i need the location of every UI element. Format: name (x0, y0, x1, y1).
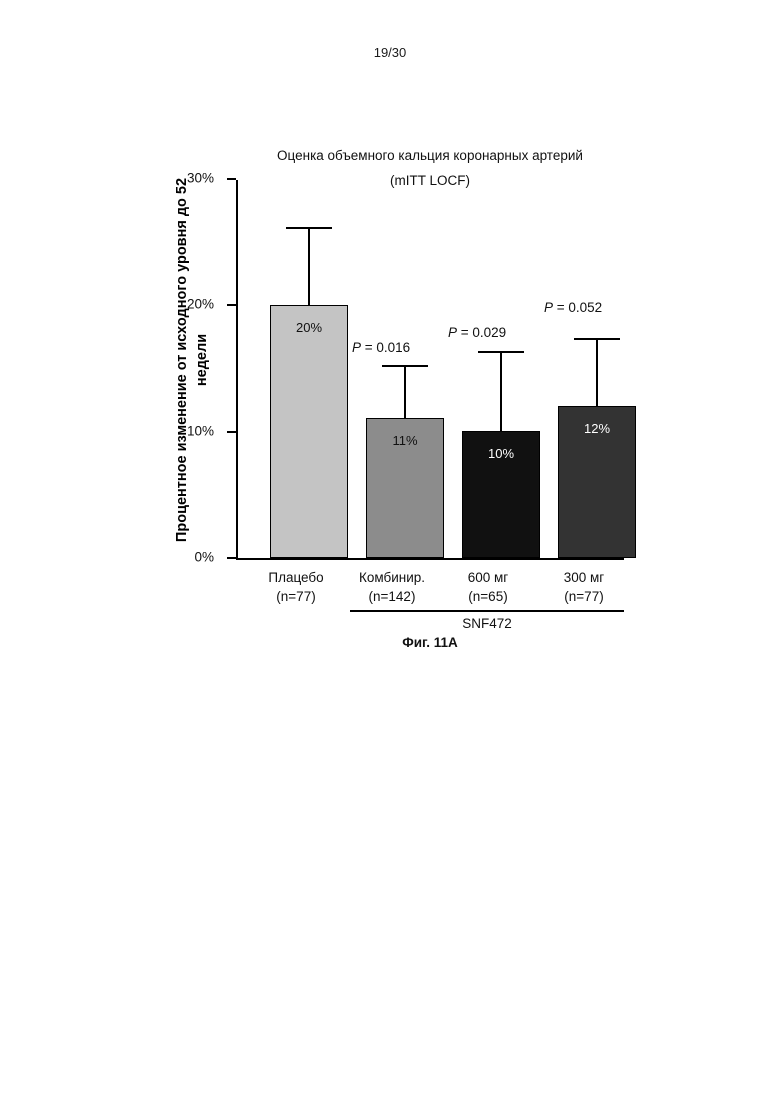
category-name-600mg: 600 мг (467, 570, 509, 585)
chart-title: Оценка объемного кальция коронарных артерий (277, 148, 583, 163)
y-tick-0 (194, 549, 236, 565)
error-bar-600mg (500, 353, 502, 431)
category-name-placebo: Плацебо (268, 570, 324, 585)
pvalue-300mg (544, 300, 602, 315)
bar-300mg (558, 406, 636, 558)
pvalue-combined (352, 340, 410, 355)
error-cap-combined (382, 365, 428, 367)
bar-value-combined: 11% (392, 433, 418, 448)
y-tick-label-10: 10% (186, 423, 214, 439)
category-n-combined: (n=142) (368, 589, 416, 604)
error-bar-300mg (596, 340, 598, 406)
error-cap-300mg (574, 338, 620, 340)
category-label-600mg (438, 568, 538, 606)
bar-600mg (462, 431, 540, 558)
category-n-placebo: (n=77) (276, 589, 316, 604)
error-bar-combined (404, 367, 406, 418)
category-name-combined: Комбинир. (358, 570, 426, 585)
bar-value-300mg: 12% (583, 421, 611, 436)
category-name-300mg: 300 мг (563, 570, 605, 585)
group-bracket-line (350, 610, 624, 612)
y-tick-label-0: 0% (194, 549, 214, 565)
x-axis-line (236, 558, 624, 560)
bar-combined (366, 418, 444, 558)
bar-value-placebo: 20% (295, 320, 323, 335)
group-bracket-label: SNF472 (462, 616, 512, 631)
category-label-300mg (534, 568, 634, 606)
category-n-600mg: (n=65) (468, 589, 508, 604)
error-bar-placebo (308, 229, 310, 305)
bar-placebo (270, 305, 348, 558)
y-axis-title: Процентное изменение от исходного уровня до 52 недели (174, 177, 210, 543)
figure-caption: Фиг. 11A (402, 635, 458, 650)
category-label-placebo (246, 568, 346, 606)
category-n-300mg: (n=77) (564, 589, 604, 604)
error-cap-placebo (286, 227, 332, 229)
y-tick-label-20: 20% (186, 296, 214, 312)
page-number: 19/30 (373, 45, 407, 60)
y-tick-20 (186, 296, 236, 312)
chart-subtitle: (mITT LOCF) (390, 173, 470, 188)
pvalue-600mg (448, 325, 506, 340)
bar-value-600mg: 10% (487, 446, 515, 461)
category-label-combined (342, 568, 442, 606)
error-cap-600mg (478, 351, 524, 353)
pvalue-300mg-text: P = 0.052 (544, 300, 603, 315)
y-tick-10 (186, 423, 236, 439)
pvalue-combined-text: P = 0.016 (352, 340, 411, 355)
y-axis-line (236, 180, 238, 560)
pvalue-600mg-text: P = 0.029 (448, 325, 507, 340)
y-tick-label-30: 30% (186, 170, 214, 186)
y-tick-30 (186, 170, 236, 186)
